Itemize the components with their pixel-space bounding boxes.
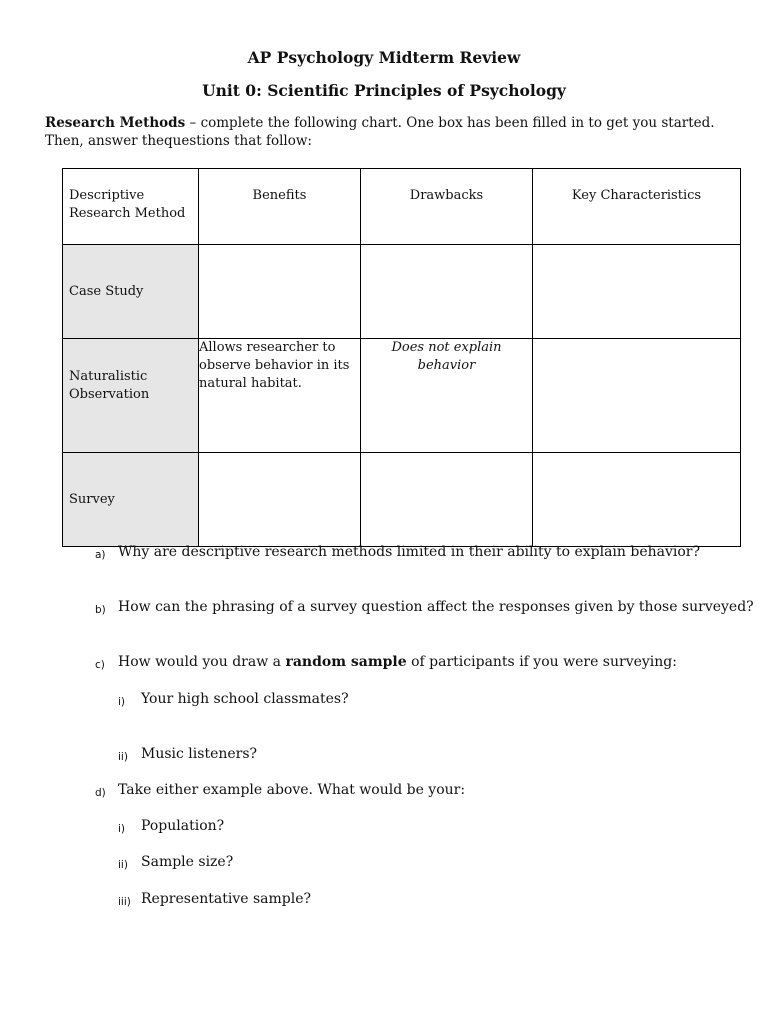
question-text: Sample size? (141, 854, 234, 870)
table-row (63, 339, 741, 453)
question-text: How would you draw a random sample of participants if you were surveying: (118, 654, 677, 670)
question-marker: i) (118, 696, 126, 708)
question-text: Take either example above. What would be your: (118, 782, 466, 798)
instructions-line2: Then, answer thequestions that follow: (45, 133, 312, 149)
question-text: Population? (141, 818, 225, 834)
drawbacks-cell[interactable] (361, 453, 533, 547)
question-marker: d) (95, 787, 106, 799)
instructions (45, 114, 725, 150)
benefits-cell[interactable] (199, 453, 361, 547)
header-key-characteristics: Key Characteristics (533, 169, 741, 245)
header-method: Descriptive Research Method (63, 169, 199, 245)
method-case-study: Case Study (63, 245, 199, 339)
question-marker: b) (95, 604, 106, 616)
table-row (63, 453, 741, 547)
characteristics-cell[interactable] (533, 453, 741, 547)
header-benefits: Benefits (199, 169, 361, 245)
method-naturalistic-observation: Naturalistic Observation (63, 339, 199, 453)
question-text: Representative sample? (141, 891, 312, 907)
question-marker: a) (95, 549, 106, 561)
drawbacks-cell: Does not explain behavior (361, 339, 533, 453)
question-marker: ii) (118, 751, 128, 763)
question-marker: i) (118, 823, 126, 835)
question-text: Your high school classmates? (141, 691, 349, 707)
random-sample-term: random sample (285, 654, 407, 670)
chart-header-row (63, 169, 741, 245)
table-row (63, 245, 741, 339)
benefits-cell[interactable] (199, 245, 361, 339)
page-subtitle: Unit 0: Scientific Principles of Psychology (202, 81, 566, 100)
question-marker: iii) (118, 896, 131, 908)
characteristics-cell[interactable] (533, 339, 741, 453)
page-title: AP Psychology Midterm Review (247, 48, 521, 67)
question-text: Music listeners? (141, 746, 258, 762)
question-text: How can the phrasing of a survey question affect the responses given by those surveyed? (118, 599, 754, 615)
benefits-cell: Allows researcher to observe behavior in its natural habitat. (199, 339, 361, 453)
instructions-line1: – complete the following chart. One box has been filled in to get you started. (185, 115, 715, 131)
header-drawbacks: Drawbacks (361, 169, 533, 245)
question-marker: ii) (118, 859, 128, 871)
question-marker: c) (95, 659, 105, 671)
question-text: Why are descriptive research methods limited in their ability to explain behavior? (118, 544, 701, 560)
research-methods-chart (62, 168, 741, 547)
instructions-label: Research Methods (45, 115, 186, 131)
characteristics-cell[interactable] (533, 245, 741, 339)
method-survey: Survey (63, 453, 199, 547)
drawbacks-cell[interactable] (361, 245, 533, 339)
